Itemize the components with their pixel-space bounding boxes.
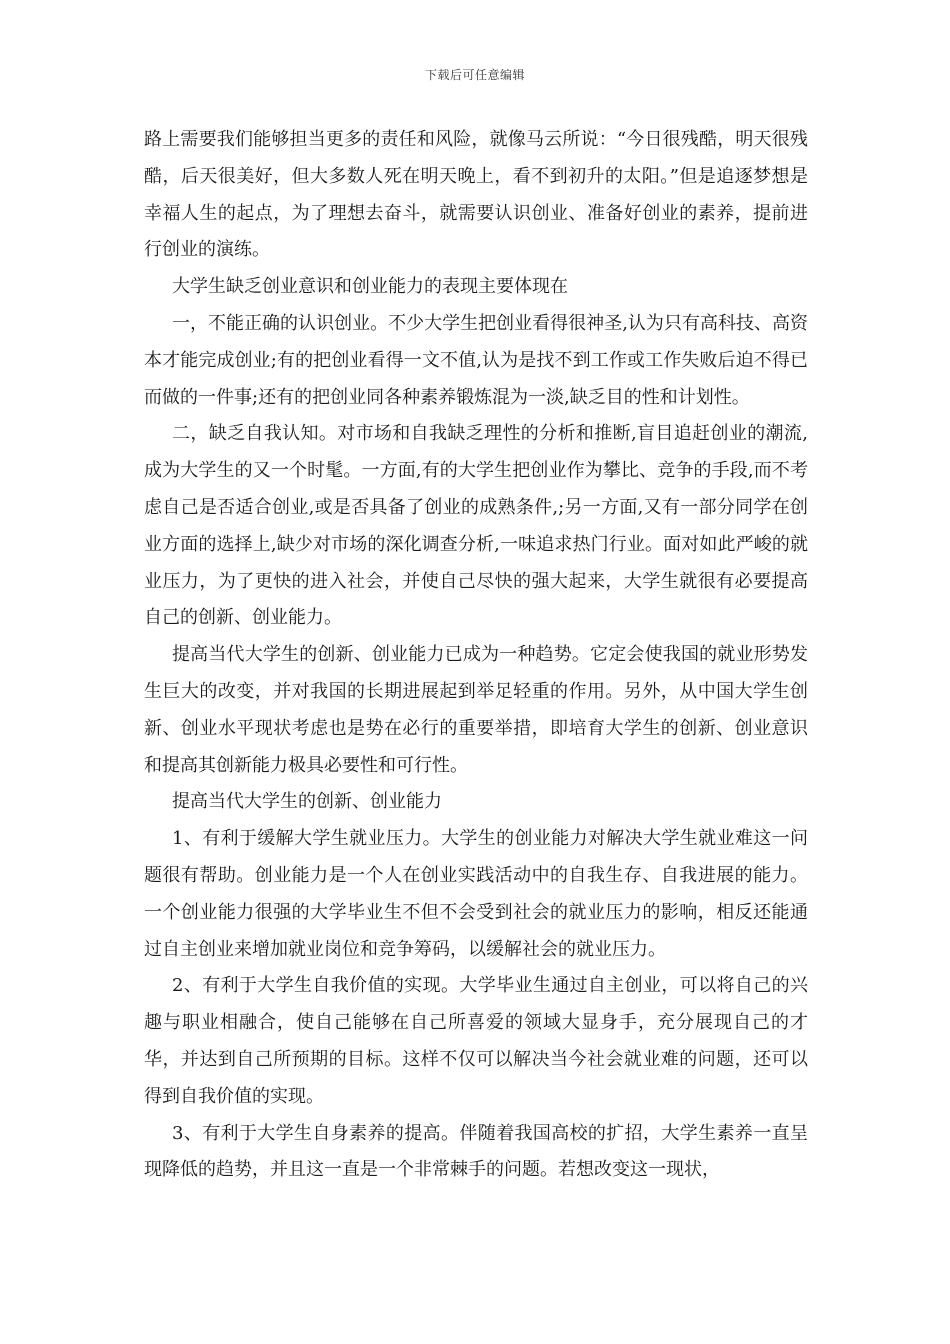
paragraph-point-two: 二，缺乏自我认知。对市场和自我缺乏理性的分析和推断,盲目追赶创业的潮流,成为大学生的又一个时髦。一方面,有的大学生把创业作为攀比、竞争的手段,而不考虑自己是否适合创业,或是否具备了创业的成熟条件,;另一方面,又有一部分同学在创业方面的选择上,缺少对市场的深化调查分析,一味追求热门行业。面对如此严峻的就业压力，为了更快的进入社会，并使自己尽快的强大起来，大学生就很有必要提高自己的创新、创业能力。 [144,423,808,629]
paragraph-continuation: 路上需要我们能够担当更多的责任和风险，就像马云所说：“今日很残酷，明天很残酷，后天很美好，但大多数人死在明天晚上，看不到初升的太阳。”但是追逐梦想是幸福人生的起点，为了理想去奋斗，就需要认识创业、准备好创业的素养，提前进行创业的演练。 [144,129,808,261]
paragraph-point-one: 一，不能正确的认识创业。不少大学生把创业看得很神圣,认为只有高科技、高资本才能完成创业;有的把创业看得一文不值,认为是找不到工作或工作失败后迫不得已而做的一件事;还有的把创业同各种素养锻炼混为一淡,缺乏目的性和计划性。 [144,312,808,408]
header-note: 下载后可任意编辑 [424,68,525,82]
document-body [144,122,808,1189]
section-heading-improve-ability: 提高当代大学生的创新、创业能力 [172,791,442,813]
paragraph-trend: 提高当代大学生的创新、创业能力已成为一种趋势。它定会使我国的就业形势发生巨大的改变，并对我国的长期进展起到举足轻重的作用。另外，从中国大学生创新、创业水平现状考虑也是势在必行的重要举措，即培育大学生的创新、创业意识和提高其创新能力极具必要性和可行性。 [144,644,808,776]
paragraph-benefit-two: 2、有利于大学生自我价值的实现。大学毕业生通过自主创业，可以将自己的兴趣与职业相融合，使自己能够在自己所喜爱的领域大显身手，充分展现自己的才华，并达到自己所预期的目标。这样不仅可以解决当今社会就业难的问题，还可以得到自我价值的实现。 [144,975,808,1107]
paragraph-benefit-one: 1、有利于缓解大学生就业压力。大学生的创业能力对解决大学生就业难这一问题很有帮助。创业能力是一个人在创业实践活动中的自我生存、自我进展的能力。一个创业能力很强的大学毕业生不但不会受到社会的就业压力的影响，相反还能通过自主创业来增加就业岗位和竞争筹码，以缓解社会的就业压力。 [144,828,808,960]
section-heading-lack-awareness: 大学生缺乏创业意识和创业能力的表现主要体现在 [172,276,568,298]
paragraph-benefit-three: 3、有利于大学生自身素养的提高。伴随着我国高校的扩招，大学生素养一直呈现降低的趋势，并且这一直是一个非常棘手的问题。若想改变这一现状， [144,1122,808,1181]
